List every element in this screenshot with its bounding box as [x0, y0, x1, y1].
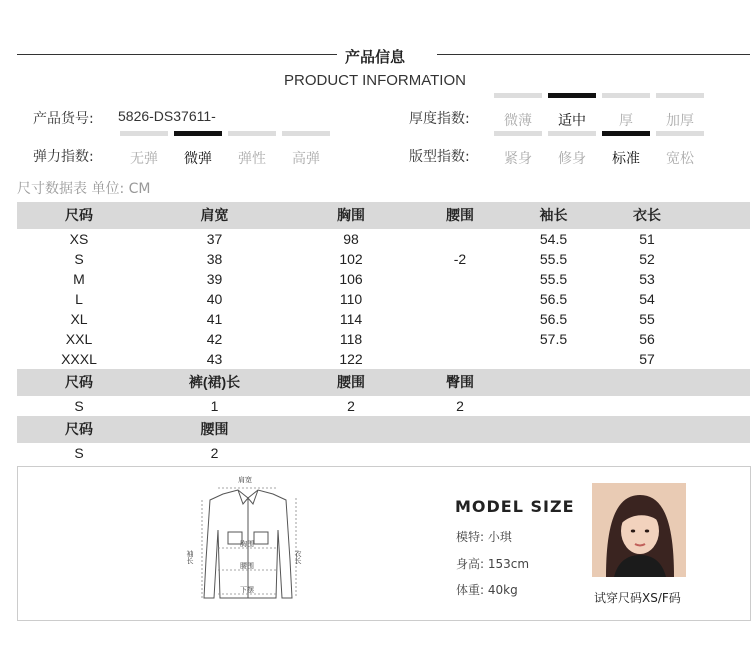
size-table-cell	[414, 269, 506, 289]
diagram-sleeve-label: 袖长	[186, 550, 194, 564]
size-table-row	[17, 229, 750, 249]
size-table-cell	[693, 396, 750, 416]
size-table-cell: XXXL	[61, 351, 97, 367]
size-table-header-cell: 尺码	[17, 369, 141, 396]
size-table-cell: 57	[639, 351, 655, 367]
size-table-row	[17, 329, 750, 349]
model-weight: 体重: 40kg	[456, 583, 518, 597]
size-table-cell: S	[74, 251, 84, 267]
sku-value: 5826-DS37611-	[118, 108, 216, 124]
fit-option-bar	[602, 131, 650, 136]
fit-option-label: 宽松	[666, 151, 694, 167]
size-table-cell: S	[74, 398, 84, 414]
size-table-header-cell	[506, 369, 601, 396]
elasticity-option	[174, 148, 222, 168]
fit-option-label: 修身	[558, 151, 586, 167]
size-table-cell: 52	[639, 251, 655, 267]
size-table-cell	[601, 443, 693, 463]
diagram-length-label: 衣长	[294, 550, 302, 564]
size-table-row	[17, 269, 750, 289]
size-table-cell	[414, 349, 506, 369]
size-table-header-row	[17, 416, 750, 443]
elasticity-option-label: 弹性	[238, 151, 266, 167]
size-table-cell: -2	[453, 251, 467, 267]
thickness-option	[656, 110, 704, 130]
size-table-cell: 55	[639, 311, 655, 327]
size-table-cell	[693, 289, 750, 309]
size-table-cell	[414, 329, 506, 349]
size-table-cell	[414, 309, 506, 329]
size-table-cell: 122	[339, 351, 363, 367]
size-table-cell: 40	[206, 291, 223, 307]
model-size-title: MODEL SIZE	[455, 497, 575, 516]
elasticity-option-bar	[174, 131, 222, 136]
size-table-cell: 56.5	[539, 291, 568, 307]
size-table-header-cell: 尺码	[17, 202, 141, 229]
size-table-cell	[693, 349, 750, 369]
size-table-cell	[414, 289, 506, 309]
fit-option-label: 标准	[612, 151, 640, 167]
page-title-cn: 产品信息	[344, 48, 405, 66]
size-table-header-cell: 袖长	[506, 202, 601, 229]
model-name: 模特: 小琪	[456, 530, 512, 544]
size-table-cell: 51	[639, 231, 655, 247]
size-table-cell: 53	[639, 271, 655, 287]
size-table-cell: 37	[206, 231, 223, 247]
size-table-header-cell	[414, 416, 506, 443]
model-height: 身高: 153cm	[456, 557, 530, 571]
size-table-cell: 2	[456, 398, 464, 414]
size-table-cell	[506, 349, 601, 369]
size-table-header-cell	[693, 416, 750, 443]
size-table-cell: XXL	[65, 331, 93, 347]
thickness-option-label: 适中	[558, 113, 586, 129]
size-table-row	[17, 443, 750, 463]
size-table-row	[17, 396, 750, 416]
fit-option	[494, 148, 542, 168]
fit-option	[656, 148, 704, 168]
fit-option	[548, 148, 596, 168]
size-table-cell: 2	[210, 445, 219, 461]
elasticity-option	[282, 148, 330, 168]
thickness-label: 厚度指数:	[409, 111, 470, 127]
fit-label: 版型指数:	[409, 149, 470, 165]
size-table-cell	[506, 443, 601, 463]
size-table-cell: M	[73, 271, 85, 287]
size-table-header-cell	[288, 416, 414, 443]
size-table	[17, 202, 750, 463]
size-table-header-cell: 尺码	[17, 416, 141, 443]
size-table-cell	[693, 309, 750, 329]
size-table-header-cell: 腰围	[288, 369, 414, 396]
thickness-option	[602, 110, 650, 130]
size-table-header-cell	[506, 416, 601, 443]
fit-option	[602, 148, 650, 168]
thickness-option	[548, 110, 596, 130]
size-table-cell: 57.5	[539, 331, 568, 347]
size-table-header-row	[17, 202, 750, 229]
size-table-row	[17, 289, 750, 309]
size-table-cell: 43	[206, 351, 223, 367]
diagram-waist-label: 腰围	[240, 562, 254, 570]
fit-option-label: 紧身	[504, 151, 532, 167]
size-table-cell: 56.5	[539, 311, 568, 327]
elasticity-label: 弹力指数:	[33, 149, 94, 165]
elasticity-option-bar	[228, 131, 276, 136]
size-table-cell: 39	[206, 271, 223, 287]
fit-option-bar	[494, 131, 542, 136]
size-table-cell: 42	[206, 331, 223, 347]
diagram-chest-label: 胸围	[240, 540, 254, 548]
thickness-option	[494, 110, 542, 130]
elasticity-option-label: 无弹	[130, 151, 158, 167]
size-table-cell	[414, 229, 506, 249]
size-table-row	[17, 309, 750, 329]
size-table-cell: 114	[339, 311, 363, 327]
size-table-cell	[506, 396, 601, 416]
size-table-cell: S	[74, 445, 84, 461]
size-table-cell: XS	[69, 231, 89, 247]
elasticity-option-bar	[120, 131, 168, 136]
size-table-cell	[693, 443, 750, 463]
size-table-header-cell	[601, 416, 693, 443]
thickness-option-label: 厚	[619, 113, 633, 129]
thickness-option-bar	[548, 93, 596, 98]
size-table-header-cell	[601, 369, 693, 396]
size-table-cell: 38	[206, 251, 223, 267]
size-table-cell	[693, 269, 750, 289]
thickness-option-bar	[602, 93, 650, 98]
diagram-shoulder-label: 肩宽	[238, 476, 252, 484]
size-table-cell: 54.5	[539, 231, 568, 247]
diagram-hem-label: 下摆	[240, 586, 254, 594]
model-trial-size: 试穿尺码XS/F码	[594, 591, 681, 605]
size-table-cell: 56	[639, 331, 655, 347]
size-table-header-cell	[693, 202, 750, 229]
size-table-row	[17, 349, 750, 369]
size-table-header-cell: 肩宽	[141, 202, 288, 229]
size-table-header-row	[17, 369, 750, 396]
size-table-cell: 98	[343, 231, 359, 247]
size-table-header-cell: 腰围	[141, 416, 288, 443]
elasticity-option-label: 高弹	[292, 151, 320, 167]
size-table-cell: 102	[339, 251, 363, 267]
size-table-header-cell	[693, 369, 750, 396]
size-table-cell: 118	[339, 331, 363, 347]
elasticity-option-bar	[282, 131, 330, 136]
size-unit-label: 尺寸数据表 单位: CM	[17, 181, 151, 197]
size-table-cell	[693, 229, 750, 249]
elasticity-option-label: 微弹	[184, 151, 212, 167]
size-table-cell	[414, 443, 506, 463]
size-table-cell: L	[75, 291, 83, 307]
size-table-cell	[601, 396, 693, 416]
fit-option-bar	[548, 131, 596, 136]
size-table-cell	[693, 249, 750, 269]
elasticity-option	[120, 148, 168, 168]
size-table-row	[17, 249, 750, 269]
size-table-cell: 1	[210, 398, 219, 414]
size-table-header-cell: 胸围	[288, 202, 414, 229]
model-avatar	[592, 483, 686, 577]
sku-label: 产品货号:	[33, 111, 94, 127]
size-table-cell: 54	[639, 291, 655, 307]
thickness-option-label: 加厚	[666, 113, 694, 129]
size-table-header-cell: 衣长	[601, 202, 693, 229]
size-table-cell: 110	[339, 291, 363, 307]
size-table-cell: XL	[70, 311, 88, 327]
fit-option-bar	[656, 131, 704, 136]
size-table-cell: 2	[347, 398, 355, 414]
page-title-en: PRODUCT INFORMATION	[284, 72, 466, 89]
thickness-option-bar	[656, 93, 704, 98]
size-table-header-cell: 裤(裙)长	[141, 369, 288, 396]
size-table-cell: 55.5	[539, 271, 568, 287]
garment-diagram	[188, 470, 308, 610]
size-table-header-cell: 腰围	[414, 202, 506, 229]
size-table-cell: 41	[206, 311, 223, 327]
size-table-cell	[288, 443, 414, 463]
size-table-header-cell: 臀围	[414, 369, 506, 396]
thickness-option-bar	[494, 93, 542, 98]
size-table-cell: 106	[339, 271, 363, 287]
size-table-cell	[693, 329, 750, 349]
size-table-cell: 55.5	[539, 251, 568, 267]
elasticity-option	[228, 148, 276, 168]
thickness-option-label: 微薄	[504, 113, 532, 129]
